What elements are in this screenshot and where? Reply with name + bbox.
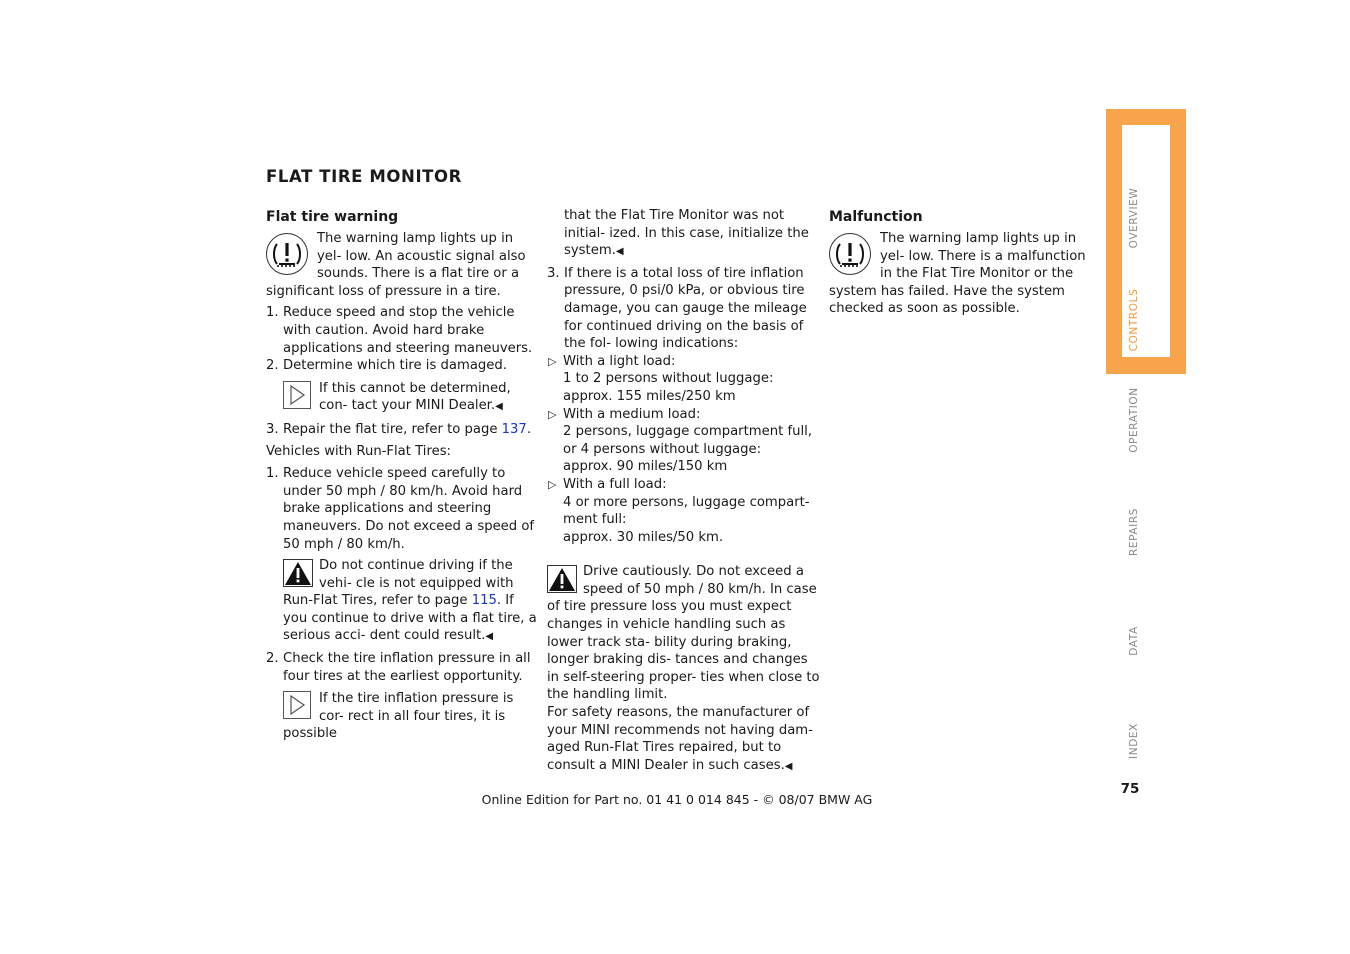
end-marker: ◀ [784,760,793,772]
caution-text: Do not continue driving if the vehi- cle is not equipped with Run-Flat Tires, refer to page [283,558,514,609]
end-marker: ◀ [615,246,624,258]
step-text: Reduce speed and stop the vehicle with caution. Avoid hard brake applications and steering maneuvers. [283,305,533,356]
tire-pressure-warning-lamp-icon [265,232,309,276]
punctuation: . [526,421,532,437]
load-item-light [547,353,822,406]
malfunction-text: The warning lamp lights up in yel- low. There is a malfunction in the Flat Tire Monitor or the system has failed. Have the system checked as soon as possible. [829,231,1086,317]
column-2 [547,207,822,775]
load-line: 1 to 2 persons without luggage: [563,371,774,387]
page-title: FLAT TIRE MONITOR [266,167,462,186]
list-item [266,650,541,685]
step-number: 3. [547,265,560,281]
step-text: Reduce vehicle speed carefully to under 50 mph / 80 km/h. Avoid hard brake applications and steering maneuvers. Do not exceed a speed of 50 mph / 80 km/h. [283,466,535,552]
page-number: 75 [1120,781,1140,797]
load-item-full [547,476,822,546]
load-line: 2 persons, luggage compartment full, [563,424,812,440]
warning-intro-text: The warning lamp lights up in yel- low. An acoustic signal also sounds. There is a flat tire or a significant loss of pressure in a tire. [266,231,526,299]
section-heading-flat-tire-warning: Flat tire warning [266,209,399,225]
note-continued-text: that the Flat Tire Monitor was not initial- ized. In this case, initialize the system. [564,208,809,259]
tab-overview[interactable]: OVERVIEW [1128,187,1140,249]
load-line: approx. 155 miles/250 km [563,388,736,404]
note-block [266,690,541,743]
step-number: 1. [266,466,279,482]
tab-controls[interactable]: CONTROLS [1128,288,1140,352]
list-item [266,357,541,375]
end-marker: ◀ [495,401,503,413]
caution-text: . If you continue to drive with a flat tire, a serious acci- dent could result. [283,593,537,644]
section-heading-malfunction: Malfunction [829,209,923,225]
caution-triangle-icon [283,559,313,587]
note-triangle-icon [283,691,311,719]
bullet-triangle-icon: ▷ [548,354,557,368]
step-text: Determine which tire is damaged. [283,358,507,374]
note-block [266,380,541,416]
tab-index[interactable]: INDEX [1128,723,1140,759]
step-number: 2. [266,651,279,667]
tire-pressure-warning-lamp-icon [828,232,872,276]
tab-data[interactable]: DATA [1128,626,1140,656]
load-item-medium [547,406,822,476]
warning-intro [266,230,541,300]
load-line: or 4 persons without luggage: [563,441,762,457]
column-1 [266,208,541,743]
caution-text: Drive cautiously. Do not exceed a speed of 50 mph / 80 km/h. In case of tire pressure loss you must expect changes in vehicle handling such as lower track sta- bility during braking, longer braking dis- tances and changes in self-steering proper- ties when close to the handling limit. [547,564,820,703]
bullet-triangle-icon: ▷ [548,407,557,421]
load-label: With a full load: [563,476,667,492]
note-text: If the tire inflation pressure is cor- rect in all four tires, it is possible [283,691,514,742]
caution-block [266,557,541,646]
end-marker: ◀ [485,631,494,643]
tab-operation[interactable]: OPERATION [1128,387,1140,453]
step-text: Repair the flat tire, refer to page [283,421,502,437]
bullet-triangle-icon: ▷ [548,477,557,491]
step-text: Check the tire inflation pressure in all four tires at the earliest opportunity. [283,651,531,684]
page-link[interactable]: 115 [471,593,497,609]
note-text: If this cannot be determined, con- tact your MINI Dealer. [319,380,511,414]
column-3 [829,208,1101,318]
malfunction-block [829,230,1101,318]
load-line: 4 or more persons, luggage compart- [563,494,810,510]
load-line: approx. 90 miles/150 km [563,459,728,475]
step-text: If there is a total loss of tire inflation pressure, 0 psi/0 kPa, or obvious tire damage, you can gauge the mileage for continued driving on the basis of the fol- lowing indications: [564,265,807,352]
step-number: 2. [266,358,279,374]
list-item [266,465,541,553]
list-item [266,421,541,439]
page-link[interactable]: 137 [501,421,527,437]
load-line: approx. 30 miles/50 km. [563,529,724,545]
list-item [266,304,541,357]
load-label: With a light load: [563,353,676,369]
caution-text: For safety reasons, the manufacturer of your MINI recommends not having dam- aged Run-Flat Tires repaired, but to consult a MINI Dealer in such cases. [547,705,813,773]
step-number: 1. [266,305,279,321]
note-triangle-icon [283,381,311,409]
caution-triangle-icon [547,565,577,593]
footer-edition-note: Online Edition for Part no. 01 41 0 014 845 - © 08/07 BMW AG [481,792,873,807]
runflat-label: Vehicles with Run-Flat Tires: [266,443,452,459]
list-item [547,265,822,353]
tab-repairs[interactable]: REPAIRS [1128,507,1140,557]
load-label: With a medium load: [563,406,701,422]
load-line: ment full: [563,512,627,528]
caution-block [547,563,822,775]
step-number: 3. [266,421,279,437]
